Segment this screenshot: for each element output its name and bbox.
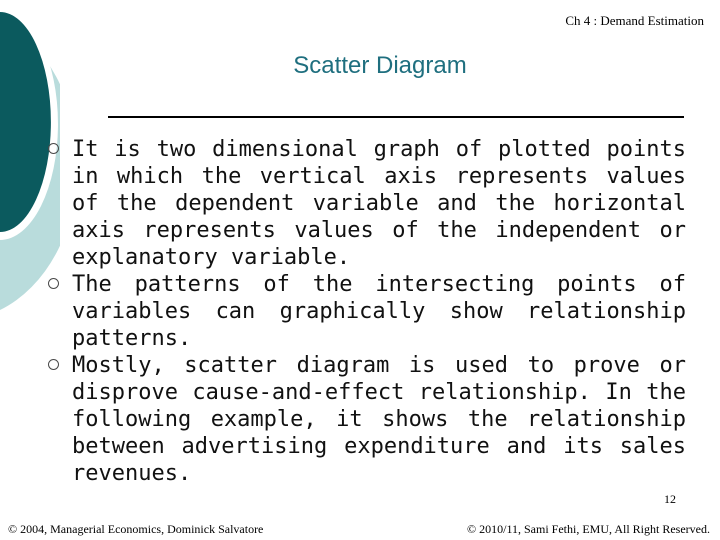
title-divider <box>108 116 684 118</box>
bullet-item <box>72 271 686 352</box>
bullet-item <box>72 136 686 271</box>
bullet-text: Mostly, scatter diagram is used to prove or disprove cause-and-effect relationship. In the following example, it shows the relationship between advertising expenditure and its sales revenues. <box>72 353 686 486</box>
decorative-circles <box>0 0 60 320</box>
bullet-text: It is two dimensional graph of plotted points in which the vertical axis represents values of the dependent variable and the horizontal axis represents values of the independent or explanatory variable. <box>72 137 686 270</box>
bullet-circle-icon <box>48 143 59 154</box>
bullet-item <box>72 352 686 487</box>
bullet-text: The patterns of the intersecting points of variables can graphically show relationship patterns. <box>72 272 686 351</box>
page-number: 12 <box>664 492 676 506</box>
footer-copyright: © 2010/11, Sami Fethi, EMU, All Right Reserved. <box>467 522 710 536</box>
footer-source: © 2004, Managerial Economics, Dominick Salvatore <box>8 522 264 536</box>
slide-title: Scatter Diagram <box>293 52 467 79</box>
bullet-circle-icon <box>48 278 59 289</box>
bullet-list <box>72 136 686 487</box>
bullet-circle-icon <box>48 359 59 370</box>
chapter-header: Ch 4 : Demand Estimation <box>565 13 704 28</box>
